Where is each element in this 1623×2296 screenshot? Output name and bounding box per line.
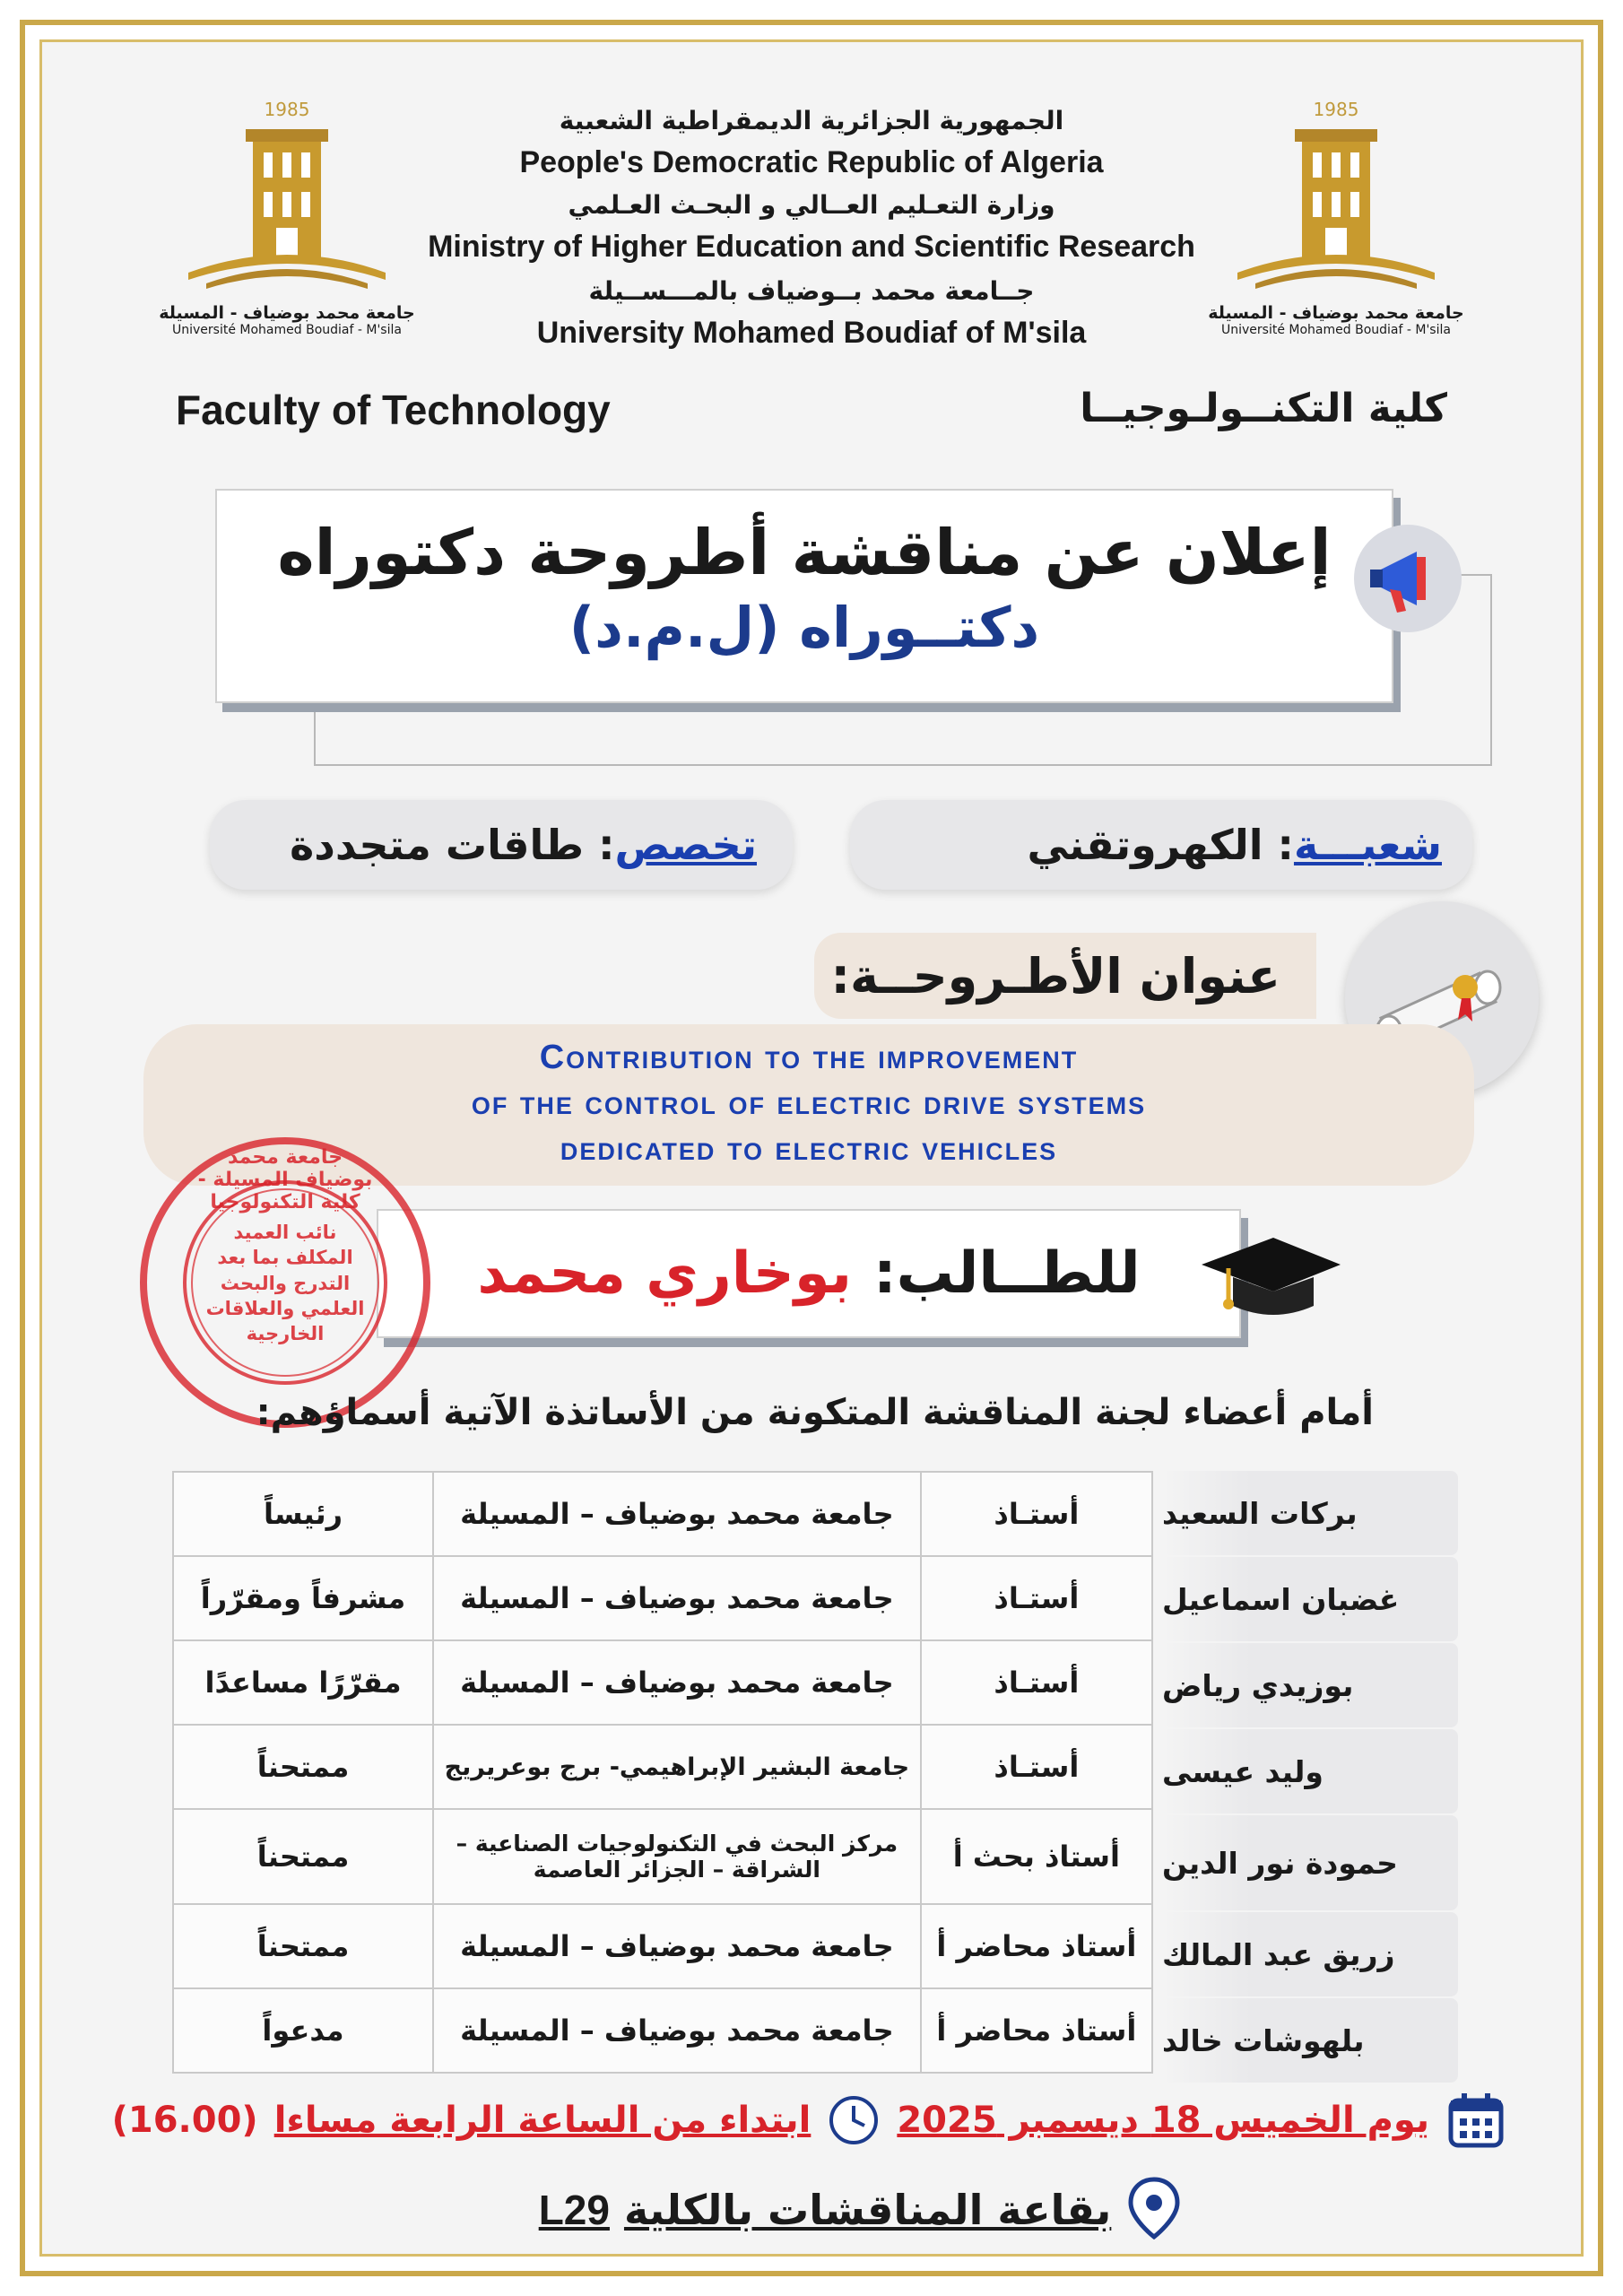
- jury-table: [172, 1471, 1153, 2074]
- logo-ar-name: جامعة محمد بوضياف - المسيلة: [1208, 303, 1464, 323]
- location-line: [538, 2176, 1184, 2244]
- jury-name: غضبان اسماعيل: [1162, 1557, 1458, 1641]
- schedule-time: ابتداء من الساعة الرابعة مساءا: [273, 2100, 812, 2141]
- specialty-pill: [210, 800, 793, 890]
- branch-value: : الكهروتقني: [1027, 821, 1294, 869]
- jury-name: بلهوشات خالد: [1162, 1998, 1458, 2083]
- announcement-box: [215, 489, 1393, 703]
- thesis-title-line3: dedicated to electric vehicles: [560, 1130, 1058, 1168]
- faculty-en: Faculty of Technology: [176, 387, 611, 433]
- student-name: بوخاري محمد: [477, 1240, 853, 1307]
- jury-intro: أمام أعضاء لجنة المناقشة المتكونة من الأساتذة الآتية أسماؤهم:: [256, 1392, 1374, 1433]
- specialty-value: : طاقات متجددة: [290, 821, 615, 869]
- jury-role: ممتحناً: [173, 1904, 433, 1988]
- jury-rank: أستـاذ: [921, 1556, 1152, 1640]
- jury-institution: جامعة محمد بوضياف – المسيلة: [433, 1988, 921, 2073]
- jury-rank: أستـاذ: [921, 1640, 1152, 1725]
- location-text: بقاعة المناقشات بالكلية: [623, 2186, 1112, 2234]
- student-box: [377, 1209, 1241, 1338]
- jury-rank: أستاذ محاضر أ: [921, 1904, 1152, 1988]
- location-room: L29: [538, 2187, 610, 2233]
- table-row: [173, 1556, 1152, 1640]
- graduation-cap-icon: [1193, 1220, 1345, 1327]
- jury-rank: أستاذ محاضر أ: [921, 1988, 1152, 2073]
- header-ar-ministry: وزارة التعـليم العــالي و البحـث العـلمي: [568, 190, 1055, 220]
- header-en-university: University Mohamed Boudiaf of M'sila: [536, 316, 1087, 350]
- jury-institution: جامعة محمد بوضياف – المسيلة: [433, 1904, 921, 1988]
- megaphone-icon: [1354, 525, 1462, 632]
- header-en-republic: People's Democratic Republic of Algeria: [519, 145, 1104, 179]
- jury-role: رئيساً: [173, 1472, 433, 1556]
- jury-institution: مركز البحث في التكنولوجيات الصناعية – الشراقة – الجزائر العاصمة: [433, 1809, 921, 1904]
- specialty-label: تخصص: [614, 821, 757, 869]
- schedule-date: يوم الخميس 18 ديسمبر 2025: [897, 2100, 1429, 2141]
- logo-fr-name: Université Mohamed Boudiaf - M'sila: [1221, 323, 1451, 337]
- jury-institution: جامعة محمد بوضياف – المسيلة: [433, 1472, 921, 1556]
- clock-icon: [827, 2093, 881, 2147]
- location-pin-icon: [1125, 2176, 1183, 2244]
- announcement-title: إعلان عن مناقشة أطروحة دكتوراه: [277, 516, 1332, 589]
- jury-role: ممتحناً: [173, 1809, 433, 1904]
- jury-names-column: [1162, 1471, 1458, 2084]
- jury-role: ممتحناً: [173, 1725, 433, 1809]
- jury-name: حمودة نور الدين: [1162, 1815, 1458, 1910]
- schedule-time-number: (16.00): [111, 2100, 258, 2141]
- branch-label: شعبـــة: [1293, 821, 1442, 869]
- logo-year: 1985: [264, 99, 310, 120]
- megaphone-badge: [1354, 525, 1462, 632]
- thesis-label: عنوان الأطـروحــة:: [814, 933, 1316, 1019]
- table-row: [173, 1904, 1152, 1988]
- jury-role: مشرفاً ومقرّراً: [173, 1556, 433, 1640]
- branch-pill: [850, 800, 1472, 890]
- header-ar-republic: الجمهورية الجزائرية الديمقراطية الشعبية: [559, 106, 1064, 135]
- jury-rank: أستاذ بحث أ: [921, 1809, 1152, 1904]
- jury-rank: أستـاذ: [921, 1725, 1152, 1809]
- jury-role: مدعواً: [173, 1988, 433, 2073]
- faculty-ar: كلية التكنــولـوجيــا: [1080, 386, 1447, 431]
- jury-name: بوزيدي رياض: [1162, 1643, 1458, 1727]
- header-en-ministry: Ministry of Higher Education and Scientific Research: [428, 230, 1195, 264]
- thesis-title-line2: of the control of electric drive systems: [471, 1084, 1147, 1122]
- thesis-title-line1: Contribution to the improvement: [539, 1039, 1079, 1076]
- table-row: [173, 1640, 1152, 1725]
- table-row: [173, 1809, 1152, 1904]
- table-row: [173, 1988, 1152, 2073]
- jury-name: زريق عبد المالك: [1162, 1912, 1458, 1996]
- logo-ar-name: جامعة محمد بوضياف - المسيلة: [159, 303, 415, 323]
- jury-rank: أستـاذ: [921, 1472, 1152, 1556]
- graduation-cap-badge: [1193, 1220, 1345, 1327]
- jury-role: مقرّرًا مساعدًا: [173, 1640, 433, 1725]
- jury-institution: جامعة البشير الإبراهيمي- برج بوعريريج: [433, 1725, 921, 1809]
- schedule-line: [108, 2090, 1506, 2151]
- header-ar-university: جــامعة محمد بــوضياف بالمـــســيلة: [588, 276, 1035, 306]
- stamp-ring-text: جامعة محمد بوضياف المسيلة - كلية التكنولوجيا: [197, 1146, 373, 1213]
- jury-name: بركات السعيد: [1162, 1471, 1458, 1555]
- announcement-subtitle: دكتــوراه (ل.م.د): [568, 595, 1040, 660]
- table-row: [173, 1725, 1152, 1809]
- official-stamp: [133, 1130, 438, 1435]
- student-label: للطــالب:: [873, 1240, 1141, 1307]
- stamp-center-text: نائب العميد المكلف بما بعد التدرج والبحث العلمي والعلاقات الخارجية: [205, 1222, 365, 1345]
- jury-name: وليد عيسى: [1162, 1729, 1458, 1813]
- logo-year: 1985: [1313, 99, 1359, 120]
- logo-fr-name: Université Mohamed Boudiaf - M'sila: [172, 323, 402, 337]
- jury-institution: جامعة محمد بوضياف – المسيلة: [433, 1640, 921, 1725]
- jury-institution: جامعة محمد بوضياف – المسيلة: [433, 1556, 921, 1640]
- calendar-icon: [1445, 2090, 1506, 2151]
- table-row: [173, 1472, 1152, 1556]
